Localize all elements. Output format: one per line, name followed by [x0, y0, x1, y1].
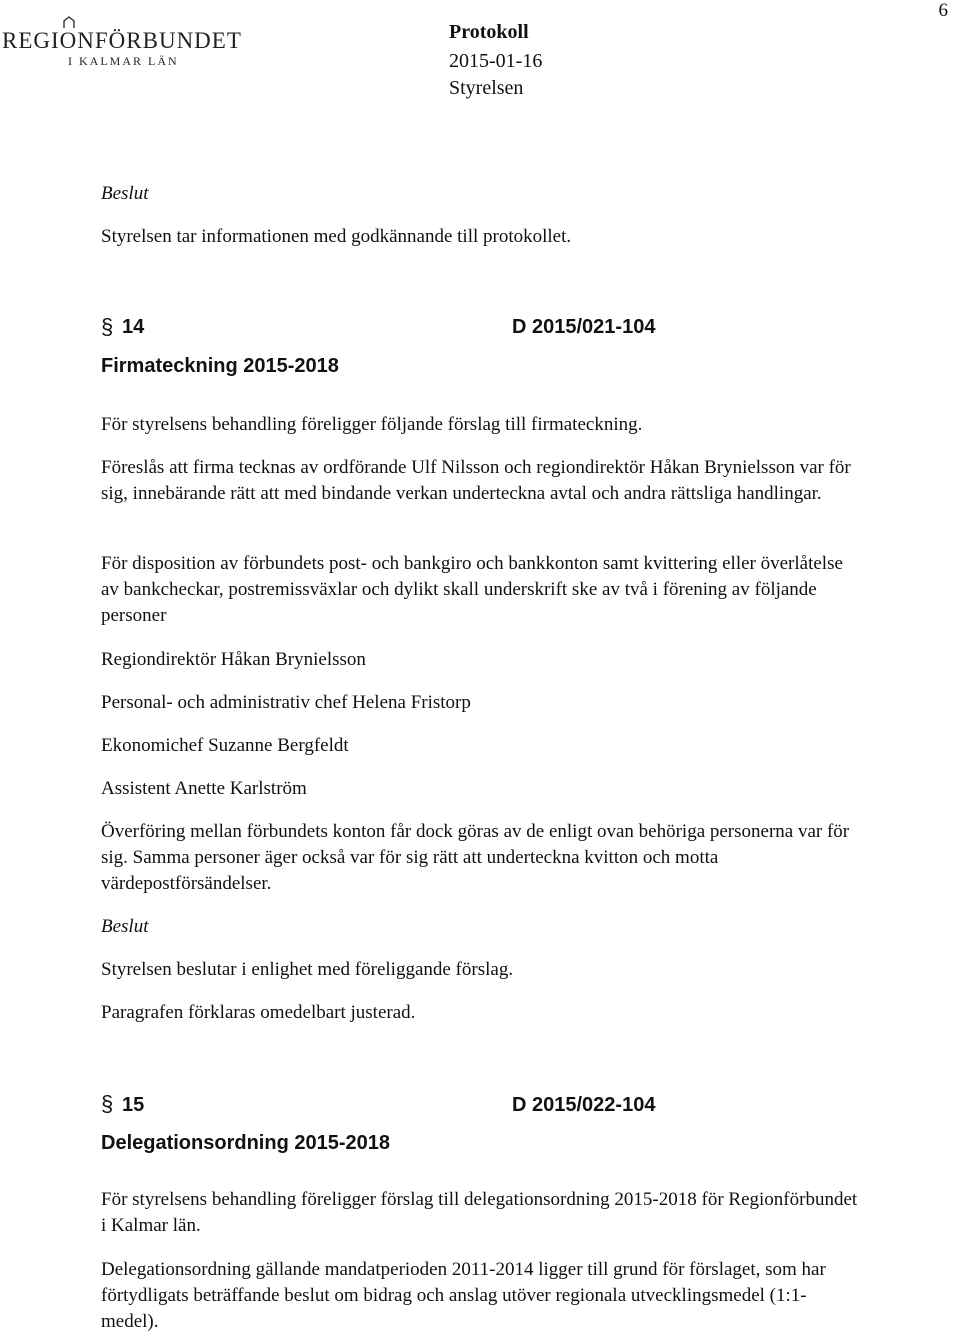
paragraph-number: 15	[122, 1094, 145, 1116]
section-title: Firmateckning 2015-2018	[101, 355, 339, 377]
paragraph-number: 14	[122, 316, 145, 338]
person-item: Personal- och administrativ chef Helena Fristorp	[101, 692, 471, 713]
section-paragraph: För styrelsens behandling föreligger förslag till delegationsordning 2015-2018 för Regionförbundet i Kalmar län.	[101, 1189, 858, 1236]
section-paragraph: Föreslås att firma tecknas av ordförande Ulf Nilsson och regiondirektör Håkan Brynielsson var för sig, innebärande rätt att med bindande verkan underteckna avtal och andra rättsliga handlingar.	[101, 457, 851, 504]
document-date: 2015-01-16	[449, 50, 543, 72]
logo-subline: I KALMAR LÄN	[68, 54, 179, 68]
person-item: Ekonomichef Suzanne Bergfeldt	[101, 735, 349, 756]
person-item: Assistent Anette Karlström	[101, 778, 307, 799]
section-title: Delegationsordning 2015-2018	[101, 1132, 390, 1154]
paragraph-sign: §	[101, 1091, 114, 1116]
beslut-heading: Beslut	[101, 183, 149, 204]
page-number: 6	[938, 0, 948, 21]
document-type: Protokoll	[449, 21, 529, 43]
beslut-text: Styrelsen tar informationen med godkännande till protokollet.	[101, 226, 572, 247]
beslut-heading: Beslut	[101, 916, 149, 937]
logo-wordmark: REGIONFÖRBUNDET	[2, 28, 242, 53]
section-paragraph: Delegationsordning gällande mandatperioden 2011-2014 ligger till grund för förslaget, som har förtydligats beträffande beslut om bidrag och anslag utöver regionala utvecklingsmedel (1:1-medel).	[101, 1259, 826, 1332]
diary-number: D 2015/021-104	[512, 316, 656, 338]
section-paragraph: För styrelsens behandling föreligger följande förslag till firmateckning.	[101, 414, 643, 435]
justering-text: Paragrafen förklaras omedelbart justerad.	[101, 1002, 416, 1023]
diary-number: D 2015/022-104	[512, 1094, 656, 1116]
document-body: Styrelsen	[449, 77, 524, 99]
section-paragraph: För disposition av förbundets post- och bankgiro och bankkonton samt kvittering eller överlåtelse av bankcheckar, postremissväxlar och dylikt skall underskrift ske av två i förening av följande personer	[101, 553, 843, 626]
section-paragraph: Överföring mellan förbundets konton får dock göras av de enligt ovan behöriga personerna var för sig. Samma personer äger också var för sig rätt att underteckna kvitton och motta värdepostförsändelser.	[101, 821, 850, 894]
paragraph-sign: §	[101, 314, 114, 339]
decision-text: Styrelsen beslutar i enlighet med föreliggande förslag.	[101, 959, 514, 980]
person-item: Regiondirektör Håkan Brynielsson	[101, 649, 366, 670]
